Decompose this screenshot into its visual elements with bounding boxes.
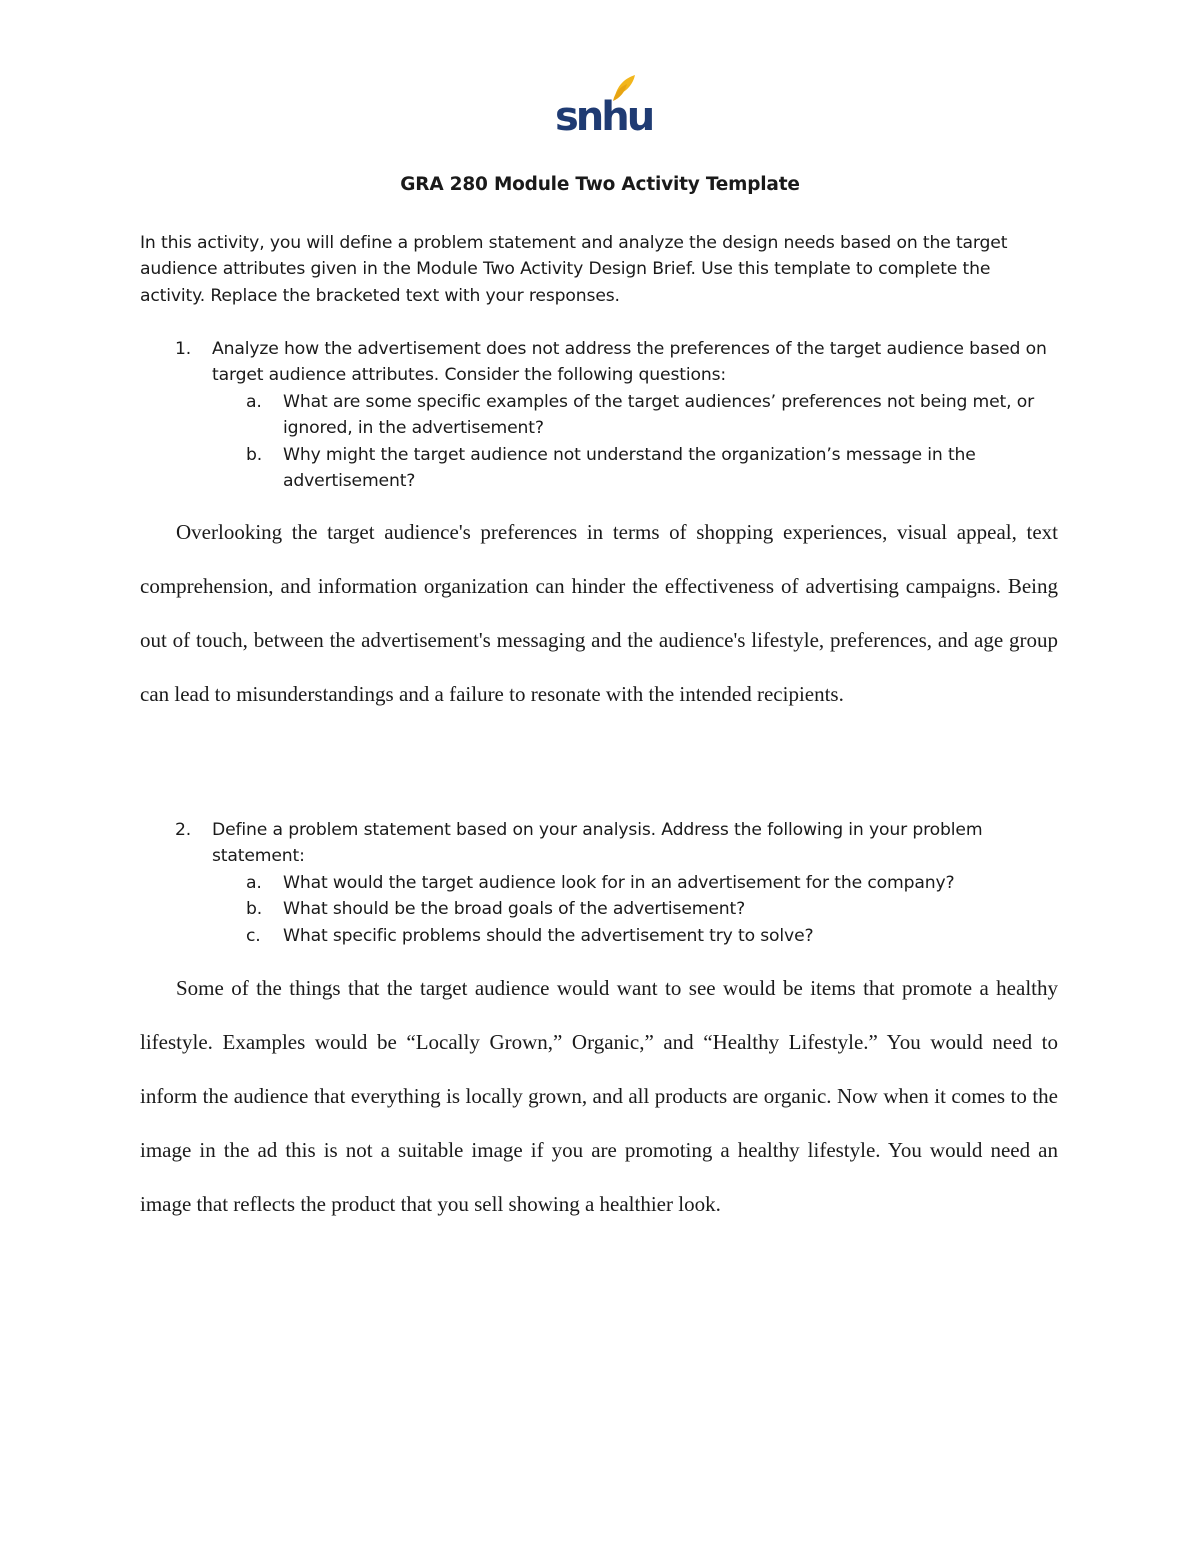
sub-question-text: What would the target audience look for in an advertisement for the company? [283,872,955,893]
question-item [140,336,1060,389]
intro-paragraph: In this activity, you will define a problem statement and analyze the design needs based on the target audience attributes given in the Module Two Activity Design Brief. Use this template to complete the activity. Replace the bracketed text with your responses. [140,233,1008,306]
answer-1: Overlooking the target audience's preferences in terms of shopping experiences, visual appeal, text comprehension, and information organization can hinder the effectiveness of advertising campaigns. Being out of touch, between the advertisement's messaging and the audience's lifestyle, preferences, and age group can lead to misunderstandings and a failure to resonate with the intended recipients. [140,520,1058,706]
sub-question-text: What are some specific examples of the target audiences’ preferences not being met, or ignored, in the advertisement? [283,391,1035,439]
sub-question [140,870,1060,896]
sub-question-letter: a. [246,391,262,412]
sub-question [140,923,1060,949]
sub-question [140,389,1060,442]
sub-question-text: What specific problems should the advertisement try to solve? [283,925,814,946]
sub-question-text: What should be the broad goals of the advertisement? [283,899,746,920]
sub-question-letter: c. [246,925,261,946]
page-title: GRA 280 Module Two Activity Template [400,174,800,195]
question-1 [140,336,1060,494]
logo-wordmark: snhu [555,94,653,140]
sub-question [140,442,1060,495]
answer-2: Some of the things that the target audience would want to see would be items that promote a healthy lifestyle. Examples would be “Locally Grown,” Organic,” and “Healthy Lifestyle.” You would need to inform the audience that everything is locally grown, and all products are organic. Now when it comes to the image in the ad this is not a suitable image if you are promoting a healthy lifestyle. You would need an image that reflects the product that you sell showing a healthier look. [140,976,1058,1216]
question-text: Analyze how the advertisement does not address the preferences of the target audience based on target audience attributes. Consider the following questions: [212,339,1047,386]
sub-question-letter: b. [246,899,263,920]
question-number: 2. [175,820,192,840]
question-2 [140,817,1060,949]
question-number: 1. [175,339,192,359]
sub-question [140,896,1060,922]
question-item [140,817,1060,870]
sub-question-letter: a. [246,872,262,893]
sub-question-letter: b. [246,444,263,465]
question-text: Define a problem statement based on your analysis. Address the following in your problem statement: [212,820,983,867]
sub-question-text: Why might the target audience not understand the organization’s message in the advertisement? [283,444,976,492]
snhu-logo [555,74,653,140]
